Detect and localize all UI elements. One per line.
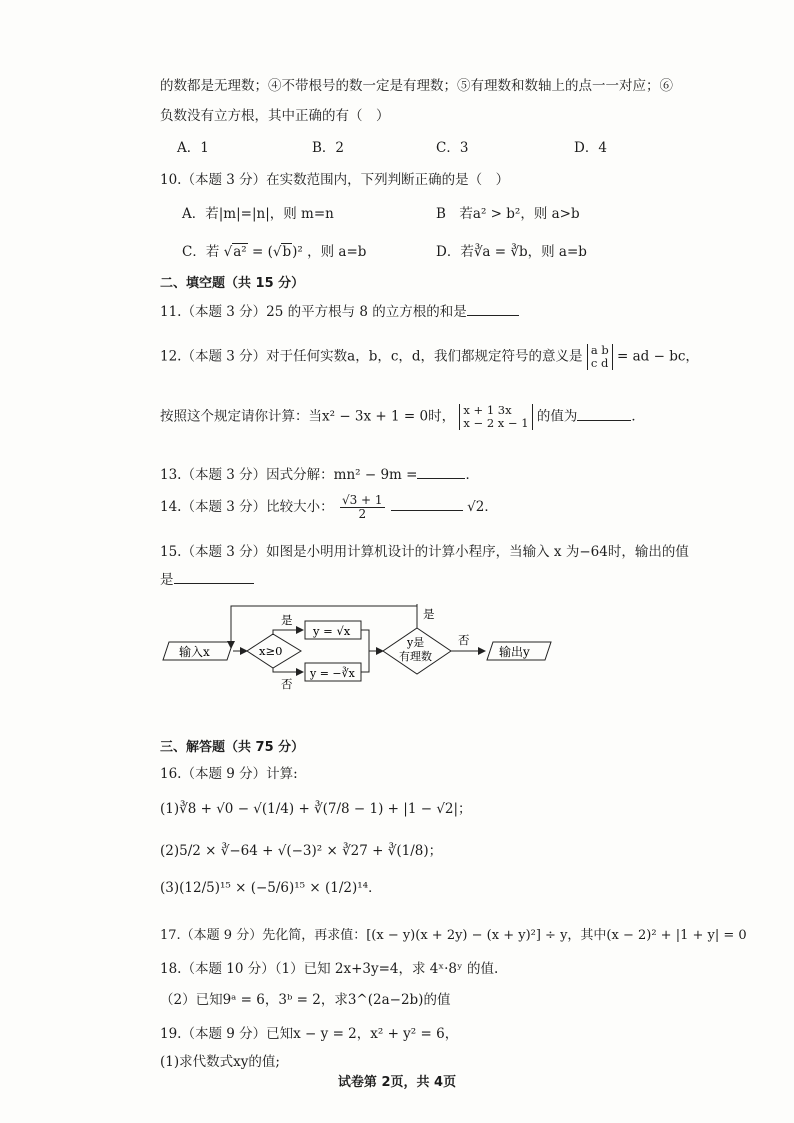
q13-answer-blank[interactable] [417, 464, 465, 479]
q10-option-c [182, 240, 366, 260]
q14-fraction [340, 494, 385, 521]
flow-box-cbrt-label: y = −∛x [310, 667, 355, 680]
q13-text: 13.（本题 3 分）因式分解：mn² − 9m = [160, 467, 418, 483]
q10-option-d: D．若∛a = ∛b，则 a=b [436, 244, 587, 260]
q10-c-suffix: ，则 a=b [307, 244, 367, 260]
q16-stem: 16.（本题 9 分）计算: [160, 766, 298, 782]
q15-line1: 15.（本题 3 分）如图是小明用计算机设计的计算小程序，当输入 x 为−64时，输出的值 [160, 544, 689, 560]
q14-denominator: 2 [358, 507, 367, 521]
flow-arrow-no1 [273, 668, 303, 672]
q11-answer-blank[interactable] [467, 301, 519, 316]
q9-line1: 的数都是无理数；④不带根号的数一定是有理数；⑤有理数和数轴上的点一一对应；⑥ [160, 78, 673, 94]
q12-line2: 按照这个规定请你计算：当x² − 3x + 1 = 0时， x + 1 3x x − 2 x − 1 的值为 ． [160, 403, 645, 430]
q12-det-symbol [587, 344, 613, 370]
q17: 17.（本题 9 分）先化简，再求值：[(x − y)(x + 2y) − (x + y)²] ÷ y，其中(x − 2)² + |1 + y| = 0 [160, 928, 747, 943]
q12-text1: 12.（本题 3 分）对于任何实数a，b，c，d，我们都规定符号的意义是 [160, 348, 583, 365]
q10-c-prefix: C．若 [182, 244, 220, 260]
q9-option-b: B．2 [312, 140, 345, 156]
flow-input-label: 输入x [179, 645, 210, 659]
q10-stem: 10.（本题 3 分）在实数范围内，下列判断正确的是（ ） [160, 172, 510, 188]
q15-line2-text: 是 [160, 572, 174, 588]
q18-part1: 18.（本题 10 分）（1）已知 2x+3y=4，求 4ˣ·8ʸ 的值. [160, 961, 499, 977]
q9-option-a: A．1 [177, 140, 209, 156]
q12-line1 [160, 344, 699, 370]
flow-arrow-yes1 [273, 630, 303, 634]
q16-part2: (2)5/2 × ∛−64 + √(−3)² × ∛27 + ∛(1/8)； [160, 843, 443, 859]
q12-det2-row1: x + 1 3x [463, 403, 512, 417]
q9-option-c: C．3 [436, 140, 469, 156]
q11-text: 11.（本题 3 分）25 的平方根与 8 的立方根的和是 [160, 304, 467, 320]
section-2-title: 二、填空题（共 15 分） [160, 276, 305, 291]
q15-answer-blank[interactable] [174, 569, 254, 584]
q14-numerator: √3 + 1 [341, 493, 383, 507]
flow-condition-label: x≥0 [259, 644, 283, 658]
q10-option-a: A．若|m|=|n|，则 m=n [182, 206, 334, 222]
q11 [160, 300, 519, 320]
q19-stem: 19.（本题 9 分）已知x − y = 2，x² + y² = 6， [160, 1026, 459, 1042]
q12-text2: 按照这个规定请你计算：当x² − 3x + 1 = 0时， [160, 408, 456, 425]
section-3-title: 三、解答题（共 75 分） [160, 740, 305, 755]
q14-text: 14.（本题 3 分）比较大小： [160, 499, 334, 515]
q14 [160, 494, 498, 521]
q12-det2-row2: x − 2 x − 1 [463, 416, 529, 430]
flow-rational-label1: y是 [407, 636, 425, 649]
q13: 13.（本题 3 分）因式分解：mn² − 9m = ． [160, 463, 479, 483]
q9-option-d: D．4 [574, 140, 607, 156]
q12-text2-end: 的值为 [536, 408, 578, 425]
q16-part3: (3)(12/5)¹⁵ × (−5/6)¹⁵ × (1/2)¹⁴． [160, 880, 382, 896]
flow-yes2-label: 是 [423, 607, 435, 621]
q12-text1-end: = ad − bc， [617, 348, 699, 365]
q12-det-expression [459, 404, 532, 430]
flow-box-sqrt-label: y = √x [313, 624, 351, 638]
flow-no1-label: 否 [281, 677, 293, 691]
q10-c-formula: √a² = (√b)² [223, 244, 303, 260]
q12-det1-row2: c d [590, 356, 609, 370]
q12-det1-row1: a b [590, 343, 609, 357]
page-footer: 试卷第 2页，共 4页 [337, 1075, 457, 1090]
flow-no2-label: 否 [458, 633, 470, 647]
q14-answer-blank[interactable] [391, 496, 463, 511]
q19-part1: (1)求代数式xy的值; [160, 1054, 280, 1070]
q9-line2: 负数没有立方根，其中正确的有（ ） [160, 108, 390, 124]
flow-yes1-label: 是 [281, 613, 293, 627]
flowchart [155, 596, 575, 696]
q16-part1: (1)∛8 + √0 − √(1/4) + ∛(7/8 − 1) + |1 − √2|； [160, 801, 472, 817]
q14-end: √2． [467, 499, 498, 515]
flow-rational-label2: 有理数 [399, 650, 432, 663]
q18-part2: （2）已知9ᵃ = 6，3ᵇ = 2，求3^(2a−2b)的值 [160, 992, 451, 1008]
q12-answer-blank[interactable] [577, 406, 631, 421]
flow-merge-line [361, 630, 369, 672]
flow-output-label: 输出y [499, 645, 530, 659]
q10-option-b: B 若a² > b²，则 a>b [436, 206, 580, 222]
q15-line2 [160, 568, 254, 588]
